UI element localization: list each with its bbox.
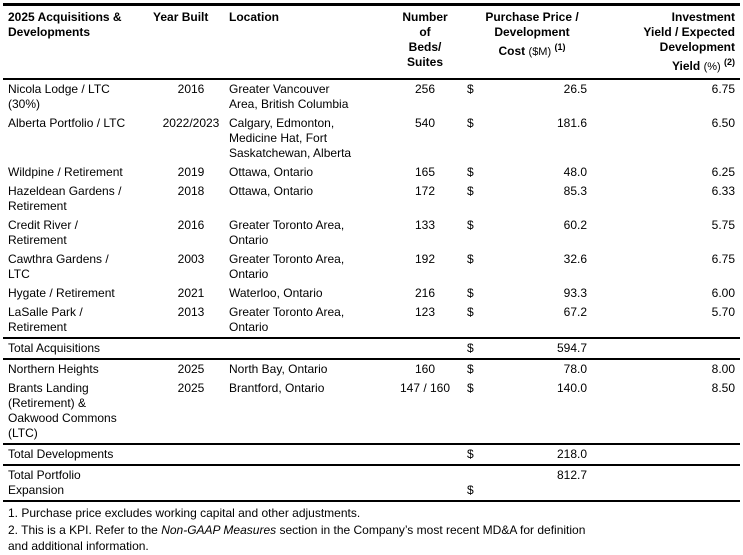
currency-symbol: $: [467, 165, 474, 179]
location: Waterloo, Ontario: [229, 286, 323, 300]
location: Ottawa, Ontario: [229, 184, 314, 198]
yield-value: 6.33: [711, 184, 736, 198]
total-portfolio-section: [3, 465, 740, 501]
column-header-location: Location: [229, 5, 387, 80]
column-header-yield: [601, 5, 740, 80]
acquisitions-developments-table: [3, 3, 740, 502]
price-header-line1: Purchase Price /: [485, 10, 579, 24]
location: Greater Toronto Area, Ontario: [229, 252, 345, 281]
year-built: 2018: [177, 184, 205, 198]
beds-suites-count: 133: [414, 218, 436, 232]
total-acquisitions-value: 594.7: [485, 338, 601, 359]
yield-value: 8.50: [711, 381, 736, 395]
yield-value: 6.75: [711, 82, 736, 96]
yield-header-line4: Yield (%) $^{(2)}$: [671, 57, 736, 73]
table-header: [3, 5, 740, 80]
beds-suites-count: 160: [414, 362, 436, 376]
year-built: 2019: [177, 165, 205, 179]
column-header-year-built: Year Built: [153, 5, 229, 80]
year-built: 2013: [177, 305, 205, 319]
header-row: [3, 5, 740, 80]
footnote-ref-2: (2): [724, 57, 736, 67]
total-developments-row: [3, 444, 740, 465]
acquisitions-rows: [3, 79, 740, 338]
year-built: 2016: [177, 82, 205, 96]
currency-symbol: $: [467, 82, 474, 96]
price-value: 67.2: [563, 305, 588, 319]
currency-symbol: $: [463, 338, 485, 359]
total-acquisitions-yield-empty: [601, 338, 740, 359]
property-name: Brants Landing (Retirement) & Oakwood Commons (LTC): [8, 381, 117, 440]
table-row: [3, 216, 740, 250]
column-header-title: 2025 Acquisitions & Developments: [3, 5, 153, 80]
column-header-price: [463, 5, 601, 80]
location: Greater Toronto Area, Ontario: [229, 218, 345, 247]
yield-value: 5.70: [711, 305, 736, 319]
currency-symbol: $: [467, 305, 474, 319]
table-row: [3, 359, 740, 379]
beds-suites-count: 123: [414, 305, 436, 319]
location: Ottawa, Ontario: [229, 165, 314, 179]
year-built: 2021: [177, 286, 205, 300]
beds-suites-count: 540: [414, 116, 436, 130]
table-row: [3, 284, 740, 303]
property-name: Hazeldean Gardens / Retirement: [8, 184, 122, 213]
price-value: 32.6: [563, 252, 588, 266]
year-built: 2003: [177, 252, 205, 266]
total-developments-yield-empty: [601, 444, 740, 465]
property-name: Northern Heights: [8, 362, 99, 376]
year-built: 2022/2023: [162, 116, 220, 130]
yield-value: 6.00: [711, 286, 736, 300]
property-name: Credit River / Retirement: [8, 218, 79, 247]
column-header-beds: Number of Beds/ Suites: [387, 5, 463, 80]
year-built: 2025: [177, 381, 205, 395]
price-value: 26.5: [563, 82, 588, 96]
location: Greater Vancouver Area, British Columbia: [229, 82, 349, 111]
non-gaap-measures-reference: Non-GAAP Measures: [161, 522, 277, 537]
footnotes: [3, 502, 740, 555]
total-acquisitions-label: Total Acquisitions: [3, 338, 463, 359]
year-built: 2025: [177, 362, 205, 376]
total-portfolio-row: [3, 465, 740, 501]
property-name: Hygate / Retirement: [8, 286, 115, 300]
yield-header-line1: Investment: [671, 10, 736, 24]
total-developments-section: [3, 444, 740, 465]
currency-symbol: $: [467, 218, 474, 232]
price-value: 78.0: [563, 362, 588, 376]
table-row: [3, 114, 740, 163]
table-row: [3, 163, 740, 182]
beds-suites-count: 192: [414, 252, 436, 266]
total-portfolio-label: Total Portfolio Expansion: [3, 465, 463, 501]
developments-rows: [3, 359, 740, 444]
year-built: 2016: [177, 218, 205, 232]
yield-value: 8.00: [711, 362, 736, 376]
yield-value: 6.25: [711, 165, 736, 179]
beds-suites-count: 165: [414, 165, 436, 179]
property-name: Nicola Lodge / LTC (30%): [8, 82, 110, 111]
yield-value: 6.50: [711, 116, 736, 130]
currency-symbol: $: [467, 252, 474, 266]
table-row: [3, 250, 740, 284]
location: Calgary, Edmonton, Medicine Hat, Fort Saskatchewan, Alberta: [229, 116, 352, 160]
beds-suites-count: 172: [414, 184, 436, 198]
price-value: 48.0: [563, 165, 588, 179]
currency-symbol: $: [463, 465, 485, 501]
currency-symbol: $: [467, 116, 474, 130]
location: North Bay, Ontario: [229, 362, 328, 376]
property-name: Wildpine / Retirement: [8, 165, 123, 179]
footnote-1: 1. Purchase price excludes working capital and other adjustments.: [8, 506, 361, 520]
table-row: [3, 379, 740, 444]
total-developments-label: Total Developments: [3, 444, 463, 465]
footnote-2: 2. This is a KPI. Refer to the Non-GAAP Measures section in the Company’s most recent MD&A for definition and additional information.: [8, 522, 586, 553]
price-value: 93.3: [563, 286, 588, 300]
location: Greater Toronto Area, Ontario: [229, 305, 345, 334]
total-acquisitions-row: [3, 338, 740, 359]
currency-symbol: $: [467, 362, 474, 376]
currency-symbol: $: [463, 444, 485, 465]
property-name: LaSalle Park / Retirement: [8, 305, 83, 334]
price-header-line3: Cost ($M) $^{(1)}$: [498, 42, 566, 58]
total-developments-value: 218.0: [485, 444, 601, 465]
price-value: 85.3: [563, 184, 588, 198]
beds-suites-count: 256: [414, 82, 436, 96]
beds-suites-count: 147 / 160: [399, 381, 451, 395]
yield-header-line2: Yield / Expected: [643, 25, 736, 39]
currency-symbol: $: [467, 184, 474, 198]
price-value: 60.2: [563, 218, 588, 232]
total-portfolio-value: 812.7: [485, 465, 601, 501]
currency-symbol: $: [467, 381, 474, 395]
price-header-line2: Development: [494, 25, 570, 39]
total-portfolio-yield-empty: [601, 465, 740, 501]
price-value: 140.0: [556, 381, 588, 395]
property-name: Cawthra Gardens / LTC: [8, 252, 109, 281]
table-row: [3, 79, 740, 114]
currency-symbol: $: [467, 286, 474, 300]
price-value: 181.6: [556, 116, 588, 130]
location: Brantford, Ontario: [229, 381, 325, 395]
property-name: Alberta Portfolio / LTC: [8, 116, 126, 130]
table-row: [3, 303, 740, 338]
beds-suites-count: 216: [414, 286, 436, 300]
yield-value: 6.75: [711, 252, 736, 266]
footnote-ref-1: (1): [554, 42, 566, 52]
table-row: [3, 182, 740, 216]
yield-value: 5.75: [711, 218, 736, 232]
yield-header-line3: Development: [659, 40, 736, 54]
total-acquisitions-section: [3, 338, 740, 359]
